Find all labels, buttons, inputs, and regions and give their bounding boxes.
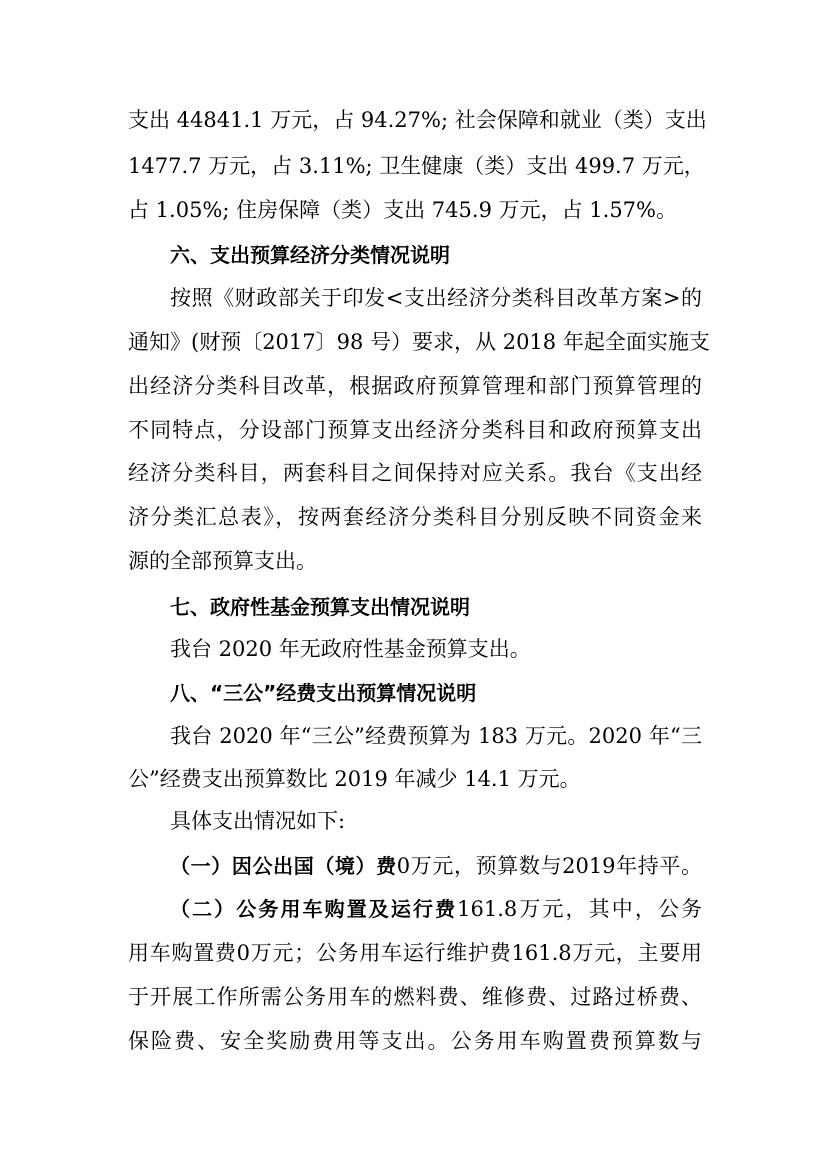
item-text: 161.8万元，其中，公务	[457, 897, 703, 921]
section-heading: 八、“三公”经费支出预算情况说明	[170, 681, 477, 705]
text-line: 1477.7 万元，占 3.11%; 卫生健康（类）支出 499.7 万元，	[128, 154, 705, 178]
text-line: 我台 2020 年无政府性基金预算支出。	[170, 637, 531, 661]
text-line: 通知》(财预〔2017〕98 号）要求，从 2018 年起全面实施支	[128, 330, 710, 354]
text-line: 支出 44841.1 万元，占 94.27%; 社会保障和就业（类）支出	[128, 108, 707, 132]
text-line: 不同特点，分设部门预算支出经济分类科目和政府预算支出	[128, 418, 702, 442]
text-line: 具体支出情况如下:	[170, 809, 346, 833]
item-title: （一）因公出国（境）费	[170, 854, 397, 878]
item-line	[170, 852, 702, 880]
item-text: 0万元，预算数与2019年持平。	[396, 854, 703, 878]
item-title: （二）公务用车购置及运行费	[170, 897, 458, 921]
text-line: 源的全部预算支出。	[128, 549, 317, 573]
text-line: 经济分类科目，两套科目之间保持对应关系。我台《支出经	[128, 461, 702, 485]
text-line: 按照《财政部关于印发<支出经济分类科目改革方案>的	[170, 286, 702, 310]
text-line: 用车购置费0万元；公务用车运行维护费161.8万元，主要用	[128, 941, 702, 965]
text-line: 我台 2020 年“三公”经费预算为 183 万元。2020 年“三	[170, 724, 702, 748]
text-line: 保险费、安全奖励费用等支出。公务用车购置费预算数与	[128, 1029, 702, 1053]
text-line: 济分类汇总表》，按两套经济分类科目分别反映不同资金来	[128, 505, 702, 529]
text-line: 公”经费支出预算数比 2019 年减少 14.1 万元。	[128, 767, 581, 791]
text-line: 占 1.05%; 住房保障（类）支出 745.9 万元，占 1.57%。	[128, 198, 677, 222]
section-heading: 六、支出预算经济分类情况说明	[170, 243, 450, 267]
text-line: 于开展工作所需公务用车的燃料费、维修费、过路过桥费、	[128, 985, 702, 1009]
text-line: 出经济分类科目改革，根据政府预算管理和部门预算管理的	[128, 374, 702, 398]
item-line	[170, 895, 702, 923]
section-heading: 七、政府性基金预算支出情况说明	[170, 595, 470, 619]
